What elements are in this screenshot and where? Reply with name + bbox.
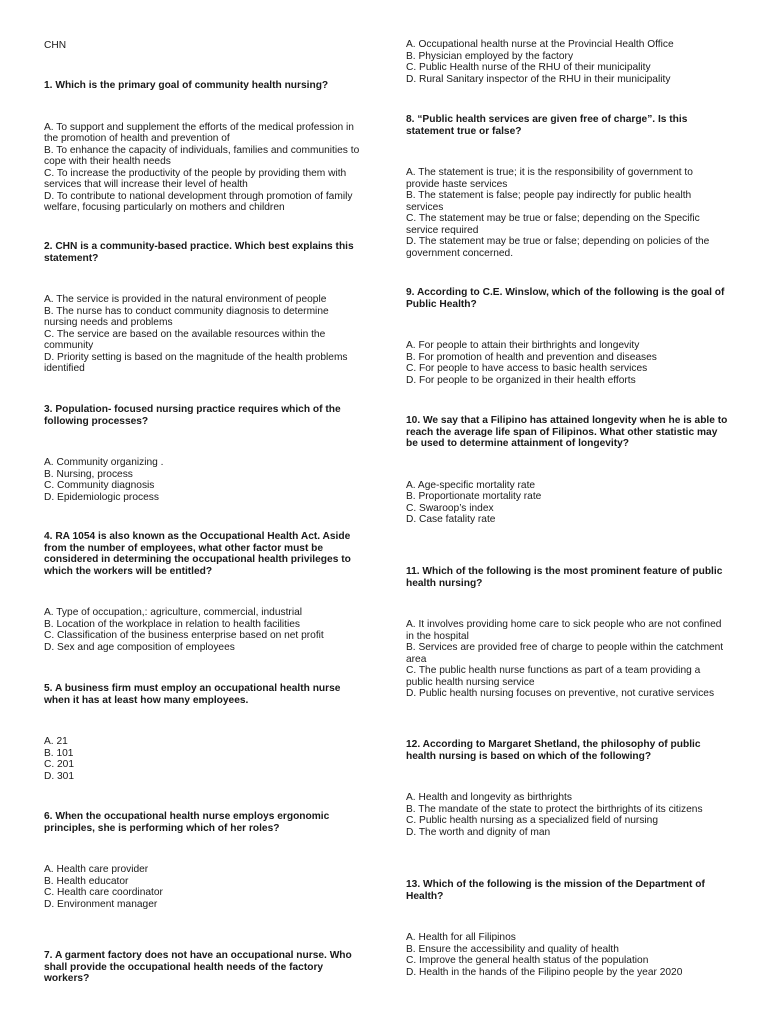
question-9 bbox=[406, 287, 728, 386]
question-2 bbox=[44, 241, 362, 375]
option-c: C. For people to have access to basic health services bbox=[406, 363, 648, 374]
question-5 bbox=[44, 683, 362, 782]
question-4 bbox=[44, 531, 362, 653]
option-d: D. Sex and age composition of employees bbox=[44, 641, 235, 653]
question-7 bbox=[44, 950, 362, 985]
option-d: D. Health in the hands of the Filipino people by the year 2020 bbox=[406, 966, 683, 978]
option-d: D. Priority setting is based on the magnitude of the health problems identified bbox=[44, 351, 348, 374]
option-c: C. Swaroop’s index bbox=[406, 502, 494, 514]
option-a: A. Occupational health nurse at the Provincial Health Office bbox=[406, 39, 674, 50]
options-list bbox=[44, 122, 362, 214]
option-b: B. Physician employed by the factory bbox=[406, 50, 574, 62]
option-d: D. Environment manager bbox=[44, 898, 158, 910]
option-b: B. The nurse has to conduct community diagnosis to determine nursing needs and problems bbox=[44, 305, 329, 328]
question-text: 12. According to Margaret Shetland, the philosophy of public health nursing is based on which of the following? bbox=[406, 739, 701, 762]
option-a: A. For people to attain their birthrights and longevity bbox=[406, 340, 640, 351]
option-a: A. It involves providing home care to sick people who are not confined in the hospital bbox=[406, 619, 722, 642]
option-d: D. Epidemiologic process bbox=[44, 491, 159, 503]
option-b: B. Services are provided free of charge to people within the catchment area bbox=[406, 642, 724, 665]
question-1 bbox=[44, 80, 362, 214]
option-c: C. To increase the productivity of the people by providing them with services that will increase their level of health bbox=[44, 167, 347, 190]
option-b: B. The mandate of the state to protect the birthrights of its citizens bbox=[406, 803, 703, 815]
option-a: A. Community organizing . bbox=[44, 457, 164, 468]
question-text: 2. CHN is a community-based practice. Which best explains this statement? bbox=[44, 241, 354, 264]
question-text: 4. RA 1054 is also known as the Occupational Health Act. Aside from the number of employees, what other factor must be considered in determining the occupational health privileges to which the workers will be entitled? bbox=[44, 531, 351, 577]
option-b: B. Nursing, process bbox=[44, 468, 133, 480]
options-list bbox=[406, 932, 728, 978]
options-list bbox=[44, 736, 362, 782]
question-7-options bbox=[406, 39, 728, 85]
question-13 bbox=[406, 879, 728, 978]
options-list bbox=[44, 294, 362, 375]
question-12 bbox=[406, 739, 728, 838]
question-11 bbox=[406, 566, 728, 700]
option-b: B. Ensure the accessibility and quality of health bbox=[406, 943, 619, 955]
options-list bbox=[406, 619, 728, 700]
option-a: A. Health for all Filipinos bbox=[406, 932, 516, 943]
option-c: C. Community diagnosis bbox=[44, 480, 155, 491]
question-8 bbox=[406, 114, 728, 259]
question-text: 1. Which is the primary goal of community health nursing? bbox=[44, 80, 329, 91]
question-text: 3. Population- focused nursing practice requires which of the following processes? bbox=[44, 404, 341, 427]
options-list bbox=[406, 792, 728, 838]
option-d: D. Public health nursing focuses on preventive, not curative services bbox=[406, 688, 715, 699]
options-list bbox=[406, 340, 728, 386]
question-text: 5. A business firm must employ an occupational health nurse when it has at least how many employees. bbox=[44, 683, 341, 706]
option-a: A. Health care provider bbox=[44, 864, 149, 875]
option-d: D. The worth and dignity of man bbox=[406, 826, 551, 838]
document-title: CHN bbox=[44, 40, 67, 51]
option-c: C. Classification of the business enterprise based on net profit bbox=[44, 630, 324, 641]
option-d: D. 301 bbox=[44, 770, 75, 782]
option-b: B. For promotion of health and prevention and diseases bbox=[406, 351, 657, 363]
option-c: C. The public health nurse functions as part of a team providing a public health nursing service bbox=[406, 665, 701, 688]
options-list bbox=[406, 480, 728, 526]
option-d: D. Case fatality rate bbox=[406, 514, 496, 525]
option-b: B. Location of the workplace in relation to health facilities bbox=[44, 618, 300, 630]
question-text: 9. According to C.E. Winslow, which of the following is the goal of Public Health? bbox=[406, 287, 725, 310]
option-d: D. To contribute to national development through promotion of family welfare, focusing particularly on mothers and children bbox=[44, 190, 353, 213]
question-text: 6. When the occupational health nurse employs ergonomic principles, she is performing which of her roles? bbox=[44, 811, 330, 834]
question-6 bbox=[44, 811, 362, 910]
option-b: B. Proportionate mortality rate bbox=[406, 491, 542, 502]
option-a: A. Type of occupation,: agriculture, commercial, industrial bbox=[44, 607, 303, 618]
option-c: C. Public health nursing as a specialized field of nursing bbox=[406, 815, 659, 826]
question-text: 13. Which of the following is the mission of the Department of Health? bbox=[406, 879, 705, 902]
question-text: 11. Which of the following is the most prominent feature of public health nursing? bbox=[406, 566, 723, 589]
options-list bbox=[44, 457, 362, 503]
options-list bbox=[44, 864, 362, 910]
question-text: 7. A garment factory does not have an occupational nurse. Who shall provide the occupational health needs of the factory workers? bbox=[44, 950, 352, 984]
option-a: A. Health and longevity as birthrights bbox=[406, 792, 572, 803]
options-list bbox=[406, 167, 728, 259]
option-a: A. Age-specific mortality rate bbox=[406, 479, 536, 491]
option-a: A. The service is provided in the natural environment of people bbox=[44, 294, 327, 305]
option-b: B. Health educator bbox=[44, 875, 129, 887]
question-3 bbox=[44, 404, 362, 503]
option-b: B. 101 bbox=[44, 747, 74, 759]
option-d: D. The statement may be true or false; depending on policies of the government concerned. bbox=[406, 236, 710, 259]
option-b: B. The statement is false; people pay indirectly for public health services bbox=[406, 190, 692, 213]
option-c: C. The service are based on the available resources within the community bbox=[44, 328, 326, 351]
question-text: 8. “Public health services are given free of charge”. Is this statement true or false? bbox=[406, 114, 688, 137]
option-c: C. 201 bbox=[44, 759, 75, 770]
option-c: C. Improve the general health status of the population bbox=[406, 955, 649, 966]
option-c: C. Health care coordinator bbox=[44, 887, 163, 898]
option-a: A. The statement is true; it is the responsibility of government to provide haste services bbox=[406, 167, 693, 190]
option-a: A. 21 bbox=[44, 736, 68, 747]
options-list bbox=[44, 607, 362, 653]
options-list bbox=[406, 39, 728, 85]
option-a: A. To support and supplement the efforts of the medical profession in the promotion of health and prevention of bbox=[44, 121, 354, 144]
option-d: D. For people to be organized in their health efforts bbox=[406, 374, 636, 386]
question-text: 10. We say that a Filipino has attained longevity when he is able to reach the average life span of Filipinos. What other statistic may be used to determine attainment of longevity? bbox=[406, 415, 728, 449]
option-c: C. Public Health nurse of the RHU of their municipality bbox=[406, 62, 651, 73]
question-10 bbox=[406, 415, 728, 526]
option-d: D. Rural Sanitary inspector of the RHU in their municipality bbox=[406, 73, 671, 85]
option-c: C. The statement may be true or false; depending on the Specific service required bbox=[406, 213, 700, 236]
option-b: B. To enhance the capacity of individuals, families and communities to cope with their health needs bbox=[44, 144, 360, 167]
